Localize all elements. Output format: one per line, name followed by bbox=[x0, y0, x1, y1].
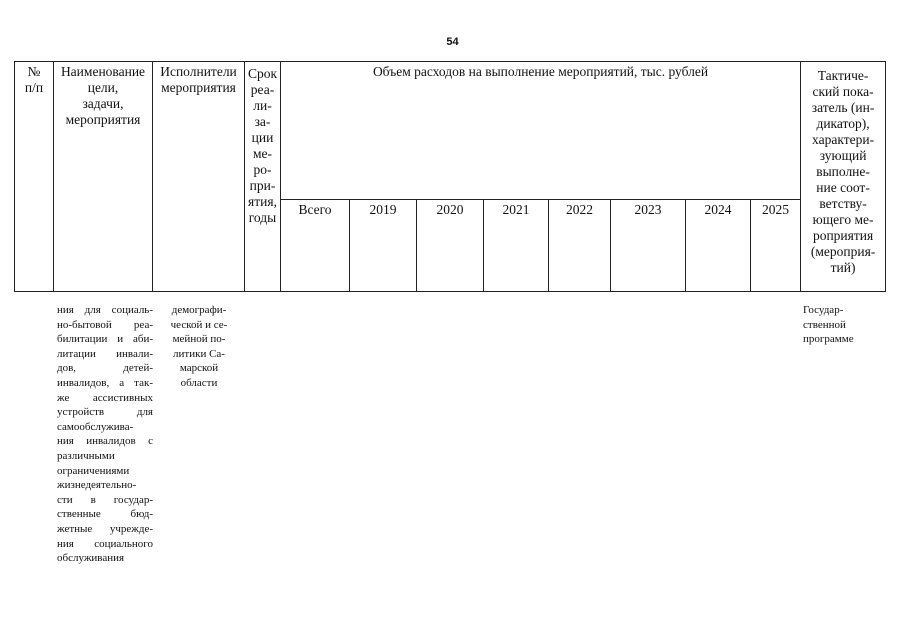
text-line: обслуживания bbox=[57, 552, 125, 565]
header-costs-title: Объем расходов на выполнение мероприятий, тыс. рублей bbox=[281, 62, 801, 200]
text-line: билитации и аби- bbox=[57, 333, 153, 346]
header-executors: Исполнители мероприятия bbox=[153, 62, 245, 292]
header-num: № п/п bbox=[15, 62, 54, 292]
text-line: программе bbox=[803, 333, 854, 346]
header-indicator: Тактиче- ский пока- затель (ин- дикатор), характери- зующий выполне- ние соот- ветству- ющего ме- роприятия (мероприя- тий) bbox=[801, 62, 886, 292]
text-line: демографи- bbox=[171, 304, 227, 316]
header-year: 2025 bbox=[751, 200, 801, 292]
text-line: жизнедеятельно- bbox=[57, 479, 137, 492]
text-line: литации инвали- bbox=[57, 347, 153, 360]
executors-text bbox=[157, 303, 241, 391]
text-line: марской bbox=[179, 362, 219, 375]
text-line: дов, детей- bbox=[57, 362, 153, 375]
header-year: 2024 bbox=[686, 200, 751, 292]
text-line: сти в государ- bbox=[57, 493, 153, 506]
text-line: Государ- bbox=[803, 304, 844, 316]
header-year: 2021 bbox=[484, 200, 549, 292]
text-line: устройств для bbox=[57, 406, 153, 419]
text-line: ния для социаль- bbox=[57, 304, 153, 316]
page-number: 54 bbox=[446, 36, 459, 48]
text-line: ческой и се- bbox=[170, 318, 228, 331]
indicator-text bbox=[803, 303, 883, 347]
text-line: различными bbox=[57, 449, 115, 462]
header-name: Наименование цели, задачи, мероприятия bbox=[54, 62, 153, 292]
text-line: инвалидов, а так- bbox=[57, 376, 153, 389]
text-line: же ассистивных bbox=[57, 391, 153, 404]
header-year: 2019 bbox=[350, 200, 417, 292]
activity-name-text bbox=[57, 303, 153, 566]
header-year: 2023 bbox=[611, 200, 686, 292]
text-line: но-бытовой реа- bbox=[57, 318, 153, 331]
text-line: ния социального bbox=[57, 537, 153, 550]
text-line: ственной bbox=[803, 318, 846, 331]
header-total: Всего bbox=[281, 200, 350, 292]
text-line: самообслужива- bbox=[57, 420, 134, 433]
text-line: жетные учрежде- bbox=[57, 522, 153, 535]
header-year: 2020 bbox=[417, 200, 484, 292]
text-line: области bbox=[180, 376, 218, 389]
text-line: литики Са- bbox=[173, 347, 225, 360]
text-line: ния инвалидов с bbox=[57, 435, 153, 448]
header-year: 2022 bbox=[549, 200, 611, 292]
text-line: ограничениями bbox=[57, 464, 130, 477]
budget-header-table bbox=[14, 61, 886, 292]
header-term: Срок реа- ли- за- ции ме- ро- при- ятия, годы bbox=[245, 62, 281, 292]
text-line: мейной по- bbox=[172, 333, 226, 346]
text-line: ственные бюд- bbox=[57, 508, 153, 521]
